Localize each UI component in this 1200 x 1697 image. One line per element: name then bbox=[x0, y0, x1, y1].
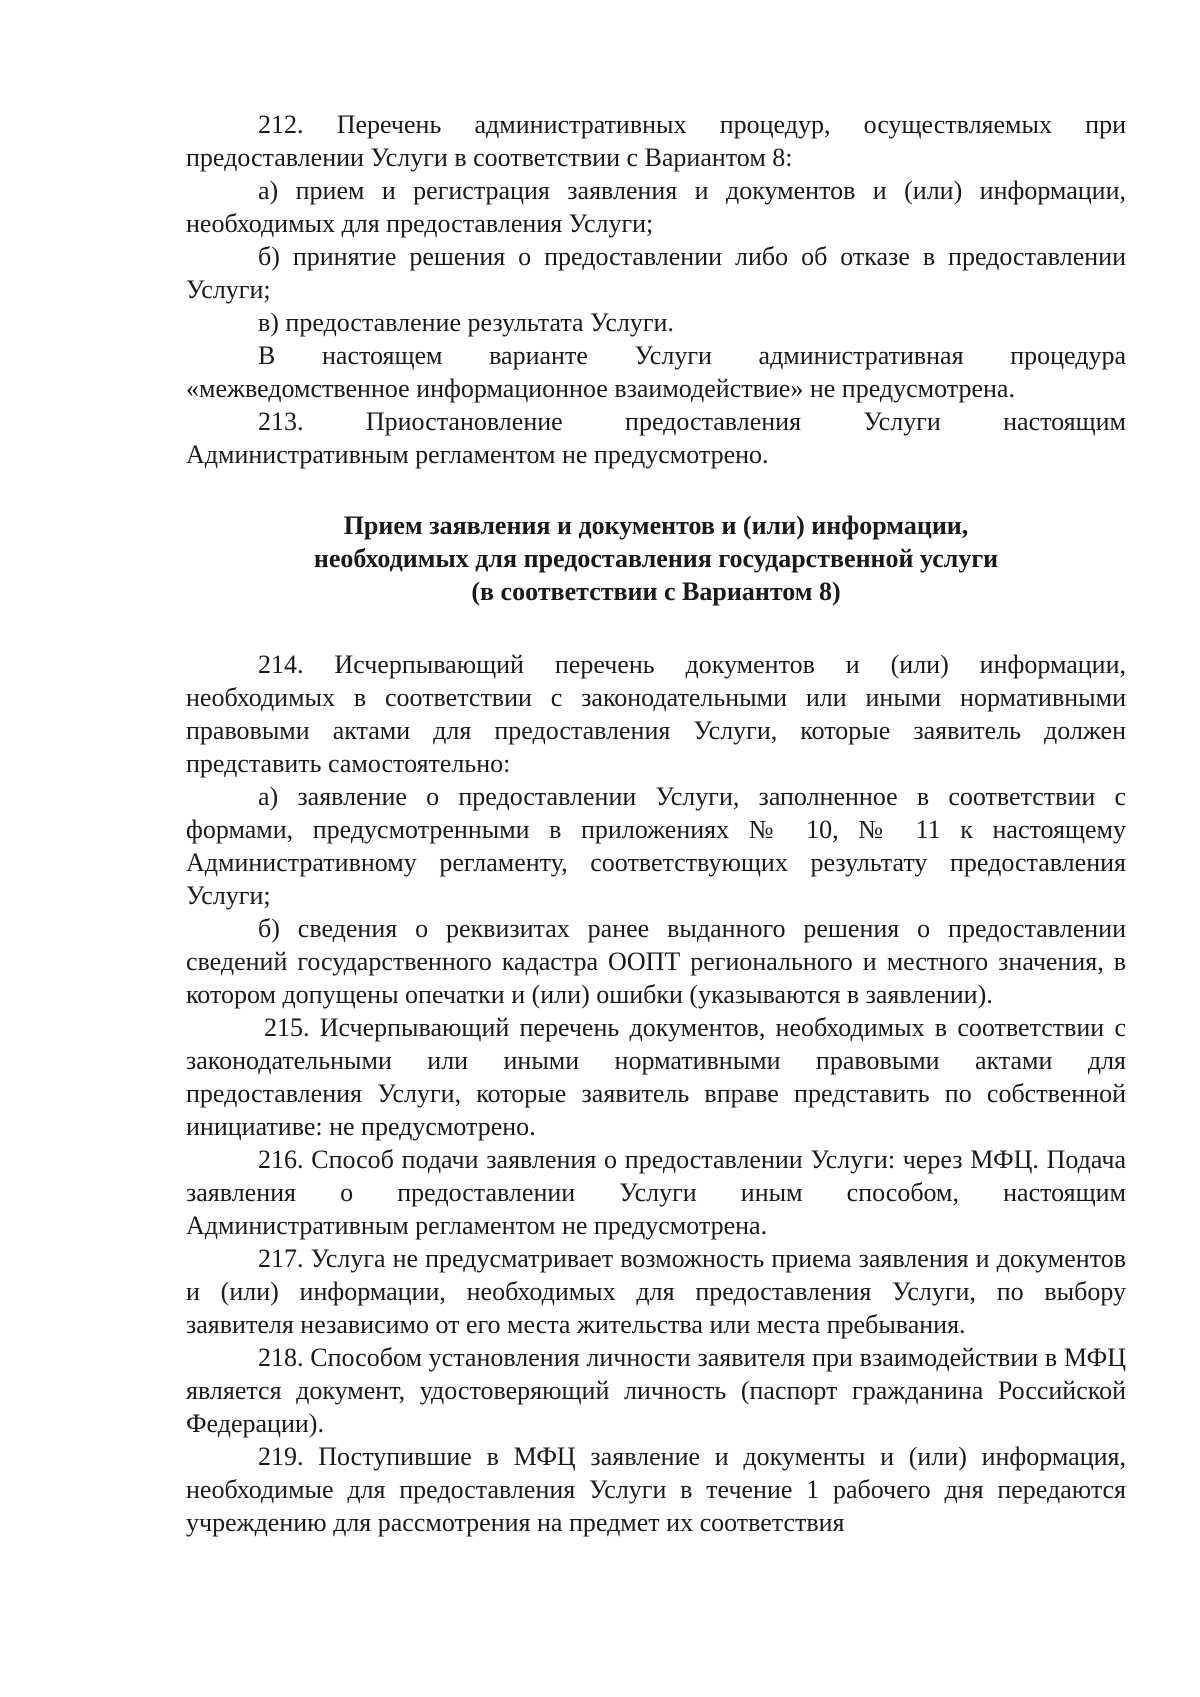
section-heading-line-3: (в соответствии с Вариантом 8) bbox=[471, 577, 841, 606]
paragraph-218: 218. Способом установления личности заявителя при взаимодействии в МФЦ является документ, удостоверяющий личность (паспорт гражданина Российской Федерации). bbox=[186, 1343, 1126, 1438]
paragraph-219: 219. Поступившие в МФЦ заявление и документы и (или) информация, необходимые для предоставления Услуги в течение 1 рабочего дня передаются учреждению для рассмотрения на предмет их соответствия bbox=[186, 1442, 1126, 1537]
paragraph-216: 216. Способ подачи заявления о предоставлении Услуги: через МФЦ. Подача заявления о предоставлении Услуги иным способом, настоящим Административным регламентом не предусмотрена. bbox=[186, 1145, 1126, 1240]
paragraph-variant-note: В настоящем варианте Услуги административная процедура «межведомственное информационное взаимодействие» не предусмотрена. bbox=[186, 341, 1126, 403]
section-heading-line-2: необходимых для предоставления государственной услуги bbox=[313, 544, 999, 573]
paragraph-212: 212. Перечень административных процедур, осуществляемых при предоставлении Услуги в соответствии с Вариантом 8: bbox=[186, 110, 1126, 172]
list-item-214-b: б) сведения о реквизитах ранее выданного решения о предоставлении сведений государственного кадастра ООПТ регионального и местного значения, в котором допущены опечатки и (или) ошибки (указываются в заявлении). bbox=[186, 914, 1126, 1009]
list-item-212-b: б) принятие решения о предоставлении либо об отказе в предоставлении Услуги; bbox=[186, 242, 1126, 304]
section-heading-line-1: Прием заявления и документов и (или) информации, bbox=[343, 511, 969, 540]
paragraph-215: 215. Исчерпывающий перечень документов, необходимых в соответствии с законодательными или иными нормативными правовыми актами для предоставления Услуги, которые заявитель вправе представить по собственной инициативе: не предусмотрено. bbox=[186, 1013, 1126, 1141]
list-item-214-a: а) заявление о предоставлении Услуги, заполненное в соответствии с формами, предусмотренными в приложениях № 10, № 11 к настоящему Административному регламенту, соответствующих результату предоставления Услуги; bbox=[186, 782, 1126, 910]
paragraph-213: 213. Приостановление предоставления Услуги настоящим Административным регламентом не предусмотрено. bbox=[186, 407, 1126, 469]
list-item-212-a: а) прием и регистрация заявления и документов и (или) информации, необходимых для предоставления Услуги; bbox=[186, 176, 1126, 238]
document-body bbox=[186, 108, 1126, 1539]
section-heading bbox=[186, 509, 1126, 608]
list-item-212-c: в) предоставление результата Услуги. bbox=[258, 308, 674, 337]
paragraph-217: 217. Услуга не предусматривает возможность приема заявления и документов и (или) информации, необходимых для предоставления Услуги, по выбору заявителя независимо от его места жительства или места пребывания. bbox=[186, 1244, 1126, 1339]
paragraph-214: 214. Исчерпывающий перечень документов и (или) информации, необходимых в соответствии с законодательными или иными нормативными правовыми актами для предоставления Услуги, которые заявитель должен представить самостоятельно: bbox=[186, 650, 1126, 778]
